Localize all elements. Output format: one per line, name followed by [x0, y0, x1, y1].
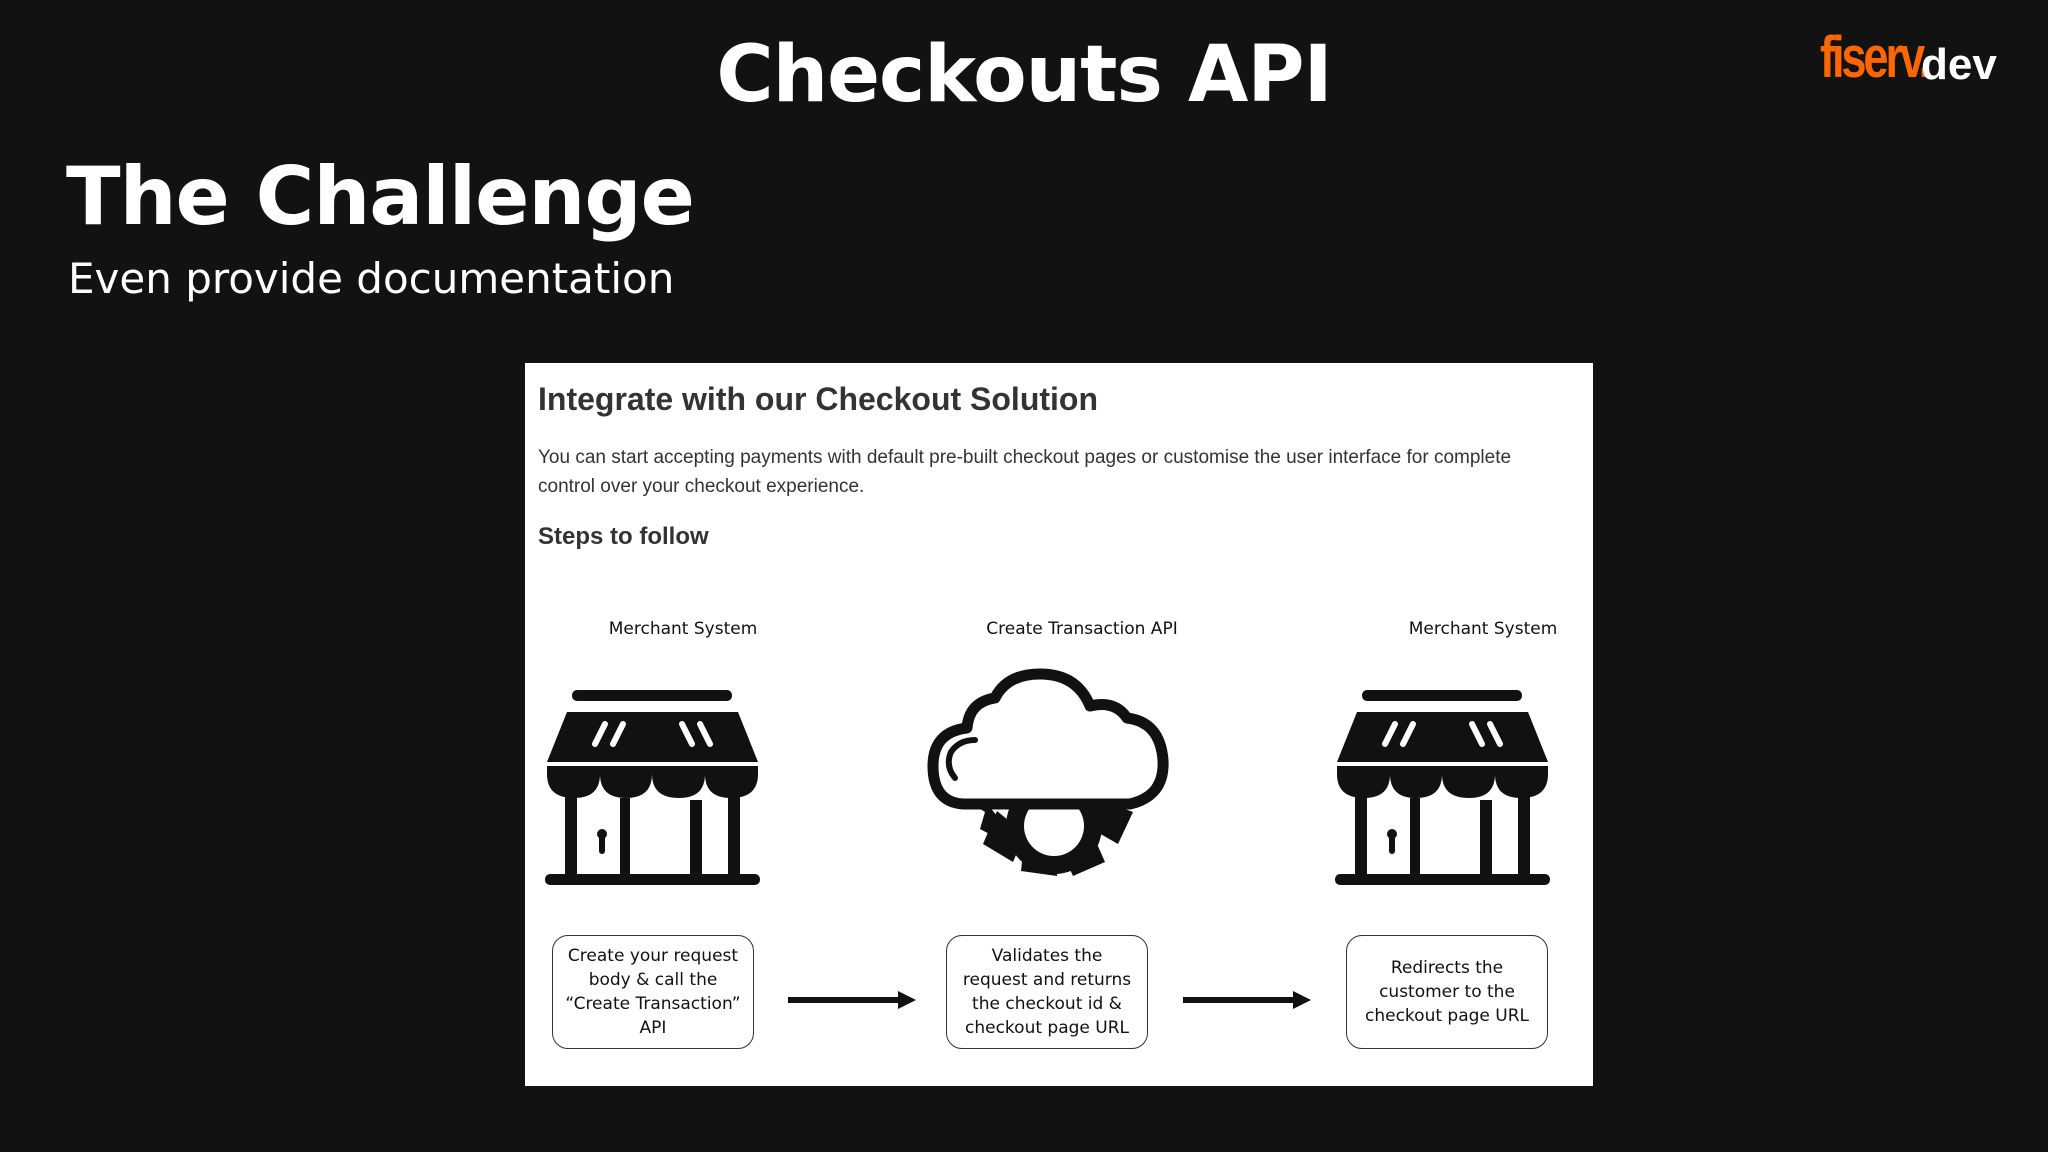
step-3-label: Merchant System [1408, 619, 1558, 639]
step-2-box: Validates the request and returns the checkout id & checkout page URL [946, 935, 1148, 1049]
storefront-icon [545, 688, 760, 888]
cloud-gear-icon [925, 666, 1170, 896]
slide-title: Checkouts API [716, 30, 1332, 120]
documentation-screenshot [525, 363, 1593, 1086]
storefront-icon [1335, 688, 1550, 888]
doc-description: You can start accepting payments with default pre-built checkout pages or customise the user interface for complete control over your checkout experience. [538, 447, 1512, 497]
step-1-box: Create your request body & call the “Create Transaction” API [552, 935, 754, 1049]
step-1-label: Merchant System [608, 619, 758, 639]
step-3-box: Redirects the customer to the checkout page URL [1346, 935, 1548, 1049]
section-subheading: Even provide documentation [68, 254, 675, 303]
step-2-label: Create Transaction API [986, 619, 1178, 639]
fiserv-dev-logo [1820, 24, 2020, 104]
section-heading: The Challenge [66, 150, 694, 243]
steps-heading: Steps to follow [538, 523, 709, 550]
arrow-right-icon [1183, 990, 1313, 1010]
doc-title: Integrate with our Checkout Solution [538, 381, 1098, 417]
logo-suffix: dev [1921, 40, 1997, 89]
logo-brand: fiserv. [1820, 25, 1929, 90]
arrow-right-icon [788, 990, 918, 1010]
